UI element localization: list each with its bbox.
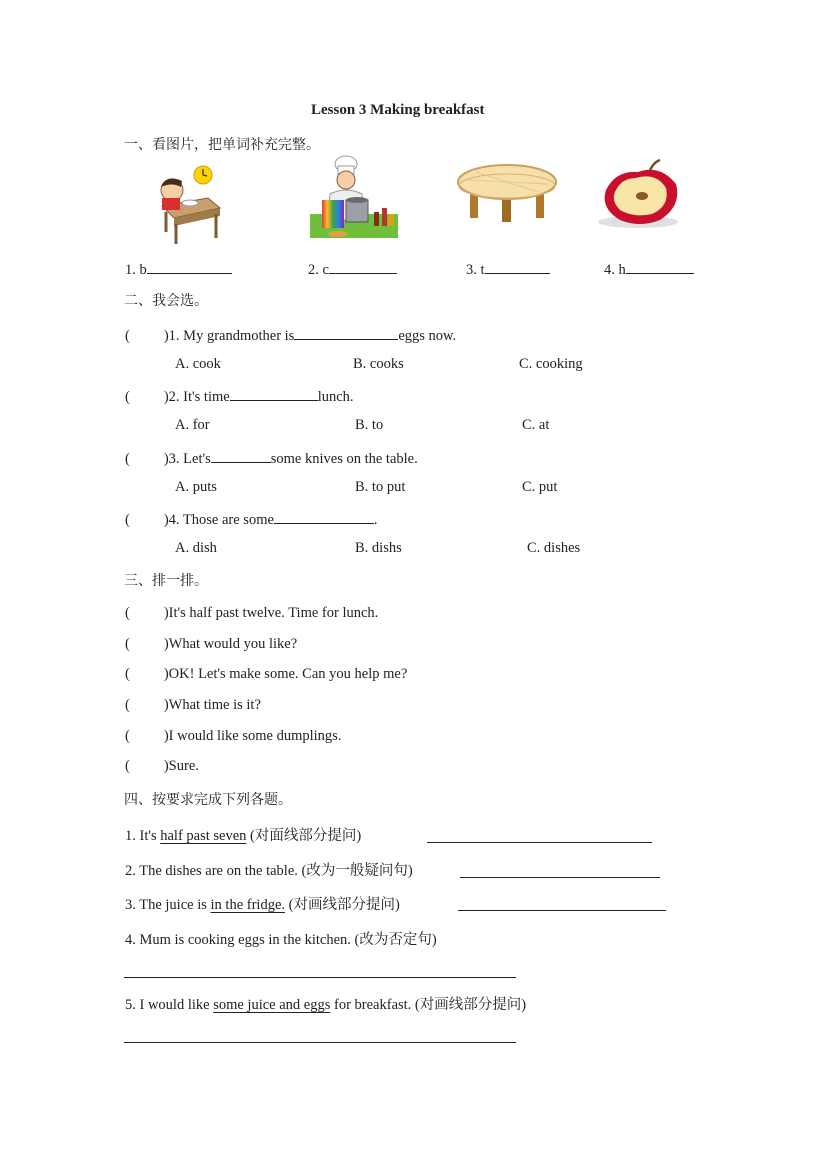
answer-paren[interactable]: ( <box>125 389 130 405</box>
option-c[interactable]: C. dishes <box>527 540 581 556</box>
dialogue-text: )Sure. <box>163 758 199 774</box>
question-text: )2. It's time <box>163 389 230 405</box>
rewrite-question-4: 4. Mum is cooking eggs in the kitchen. (改为否定句) <box>125 932 437 948</box>
answer-paren[interactable]: ( <box>125 512 130 528</box>
rewrite-question-3 <box>125 893 400 914</box>
answer-blank[interactable] <box>230 386 318 401</box>
answer-paren[interactable]: ( <box>125 605 130 621</box>
answer-paren[interactable]: ( <box>125 666 130 682</box>
answer-blank[interactable] <box>294 325 398 340</box>
answer-blank[interactable] <box>329 259 397 274</box>
page-title: Lesson 3 Making breakfast <box>311 102 485 118</box>
chef-cooking-icon <box>308 154 400 240</box>
question-text: )4. Those are some <box>163 512 274 528</box>
boy-eating-icon <box>148 162 226 246</box>
order-line-3 <box>125 666 407 683</box>
answer-line[interactable] <box>427 842 652 843</box>
answer-blank[interactable] <box>211 448 271 463</box>
option-a[interactable]: A. puts <box>175 479 217 495</box>
picture-word-3[interactable] <box>466 259 550 279</box>
answer-paren[interactable]: ( <box>125 728 130 744</box>
option-b[interactable]: B. dishs <box>355 540 402 556</box>
question-text: . <box>373 512 378 528</box>
section-1-heading: 一、看图片，把单词补充完整。 <box>124 137 320 153</box>
question-text: )1. My grandmother is <box>163 328 295 344</box>
rewrite-question-5 <box>125 993 526 1014</box>
section-3-heading: 三、排一排。 <box>124 573 208 589</box>
question-text: )3. Let's <box>163 451 211 467</box>
dialogue-text: )I would like some dumplings. <box>163 728 342 744</box>
answer-blank[interactable] <box>274 509 374 524</box>
answer-paren[interactable]: ( <box>125 328 130 344</box>
option-a[interactable]: A. dish <box>175 540 217 556</box>
answer-blank[interactable] <box>485 259 550 274</box>
dialogue-text: )It's half past twelve. Time for lunch. <box>163 605 379 621</box>
choice-question-4 <box>125 509 378 529</box>
dialogue-text: )What time is it? <box>163 697 261 713</box>
answer-line[interactable] <box>124 1042 516 1043</box>
question-text: eggs now. <box>398 328 457 344</box>
underlined-phrase: in the fridge. <box>210 897 286 913</box>
answer-paren[interactable]: ( <box>125 758 130 774</box>
answer-paren[interactable]: ( <box>125 636 130 652</box>
underlined-phrase: some juice and eggs <box>213 997 331 1013</box>
option-c[interactable]: C. put <box>522 479 558 495</box>
answer-line[interactable] <box>460 877 660 878</box>
order-line-5 <box>125 728 341 745</box>
underlined-phrase: half past seven <box>160 828 247 844</box>
option-b[interactable]: B. cooks <box>353 356 404 372</box>
option-c[interactable]: C. cooking <box>519 356 583 372</box>
answer-line[interactable] <box>458 910 666 911</box>
choice-question-3 <box>125 448 418 468</box>
table-icon <box>456 162 558 224</box>
order-line-4 <box>125 697 261 714</box>
question-text: 5. I would like <box>125 997 214 1013</box>
section-2-heading: 二、我会选。 <box>124 293 208 309</box>
dialogue-text: )OK! Let's make some. Can you help me? <box>163 666 408 682</box>
picture-word-1[interactable] <box>125 259 232 279</box>
question-instruction: (对面线部分提问) <box>246 828 362 844</box>
order-line-6 <box>125 758 199 775</box>
question-text: lunch. <box>317 389 354 405</box>
option-c[interactable]: C. at <box>522 417 550 433</box>
picture-word-4[interactable] <box>604 259 694 279</box>
answer-blank[interactable] <box>626 259 694 274</box>
item-label: 1. b <box>125 262 147 278</box>
order-line-2 <box>125 636 297 653</box>
answer-paren[interactable]: ( <box>125 697 130 713</box>
rewrite-question-1 <box>125 824 361 845</box>
option-a[interactable]: A. cook <box>175 356 221 372</box>
rewrite-question-2: 2. The dishes are on the table. (改为一般疑问句) <box>125 863 413 879</box>
answer-blank[interactable] <box>147 259 232 274</box>
picture-word-2[interactable] <box>308 259 397 279</box>
option-b[interactable]: B. to put <box>355 479 406 495</box>
question-instruction: (对画线部分提问) <box>285 897 400 913</box>
dialogue-text: )What would you like? <box>163 636 298 652</box>
choice-question-2 <box>125 386 354 406</box>
answer-paren[interactable]: ( <box>125 451 130 467</box>
section-4-heading: 四、按要求完成下列各题。 <box>124 792 292 808</box>
question-text: some knives on the table. <box>270 451 418 467</box>
option-b[interactable]: B. to <box>355 417 384 433</box>
question-instruction: for breakfast. (对画线部分提问) <box>330 997 527 1013</box>
choice-question-1 <box>125 325 456 345</box>
item-label: 4. h <box>604 262 626 278</box>
answer-line[interactable] <box>124 977 516 978</box>
question-text: 1. It's <box>125 828 161 844</box>
item-label: 3. t <box>466 262 485 278</box>
item-label: 2. c <box>308 262 329 278</box>
order-line-1 <box>125 605 378 622</box>
question-text: 3. The juice is <box>125 897 211 913</box>
option-a[interactable]: A. for <box>175 417 210 433</box>
apple-half-icon <box>590 158 686 230</box>
